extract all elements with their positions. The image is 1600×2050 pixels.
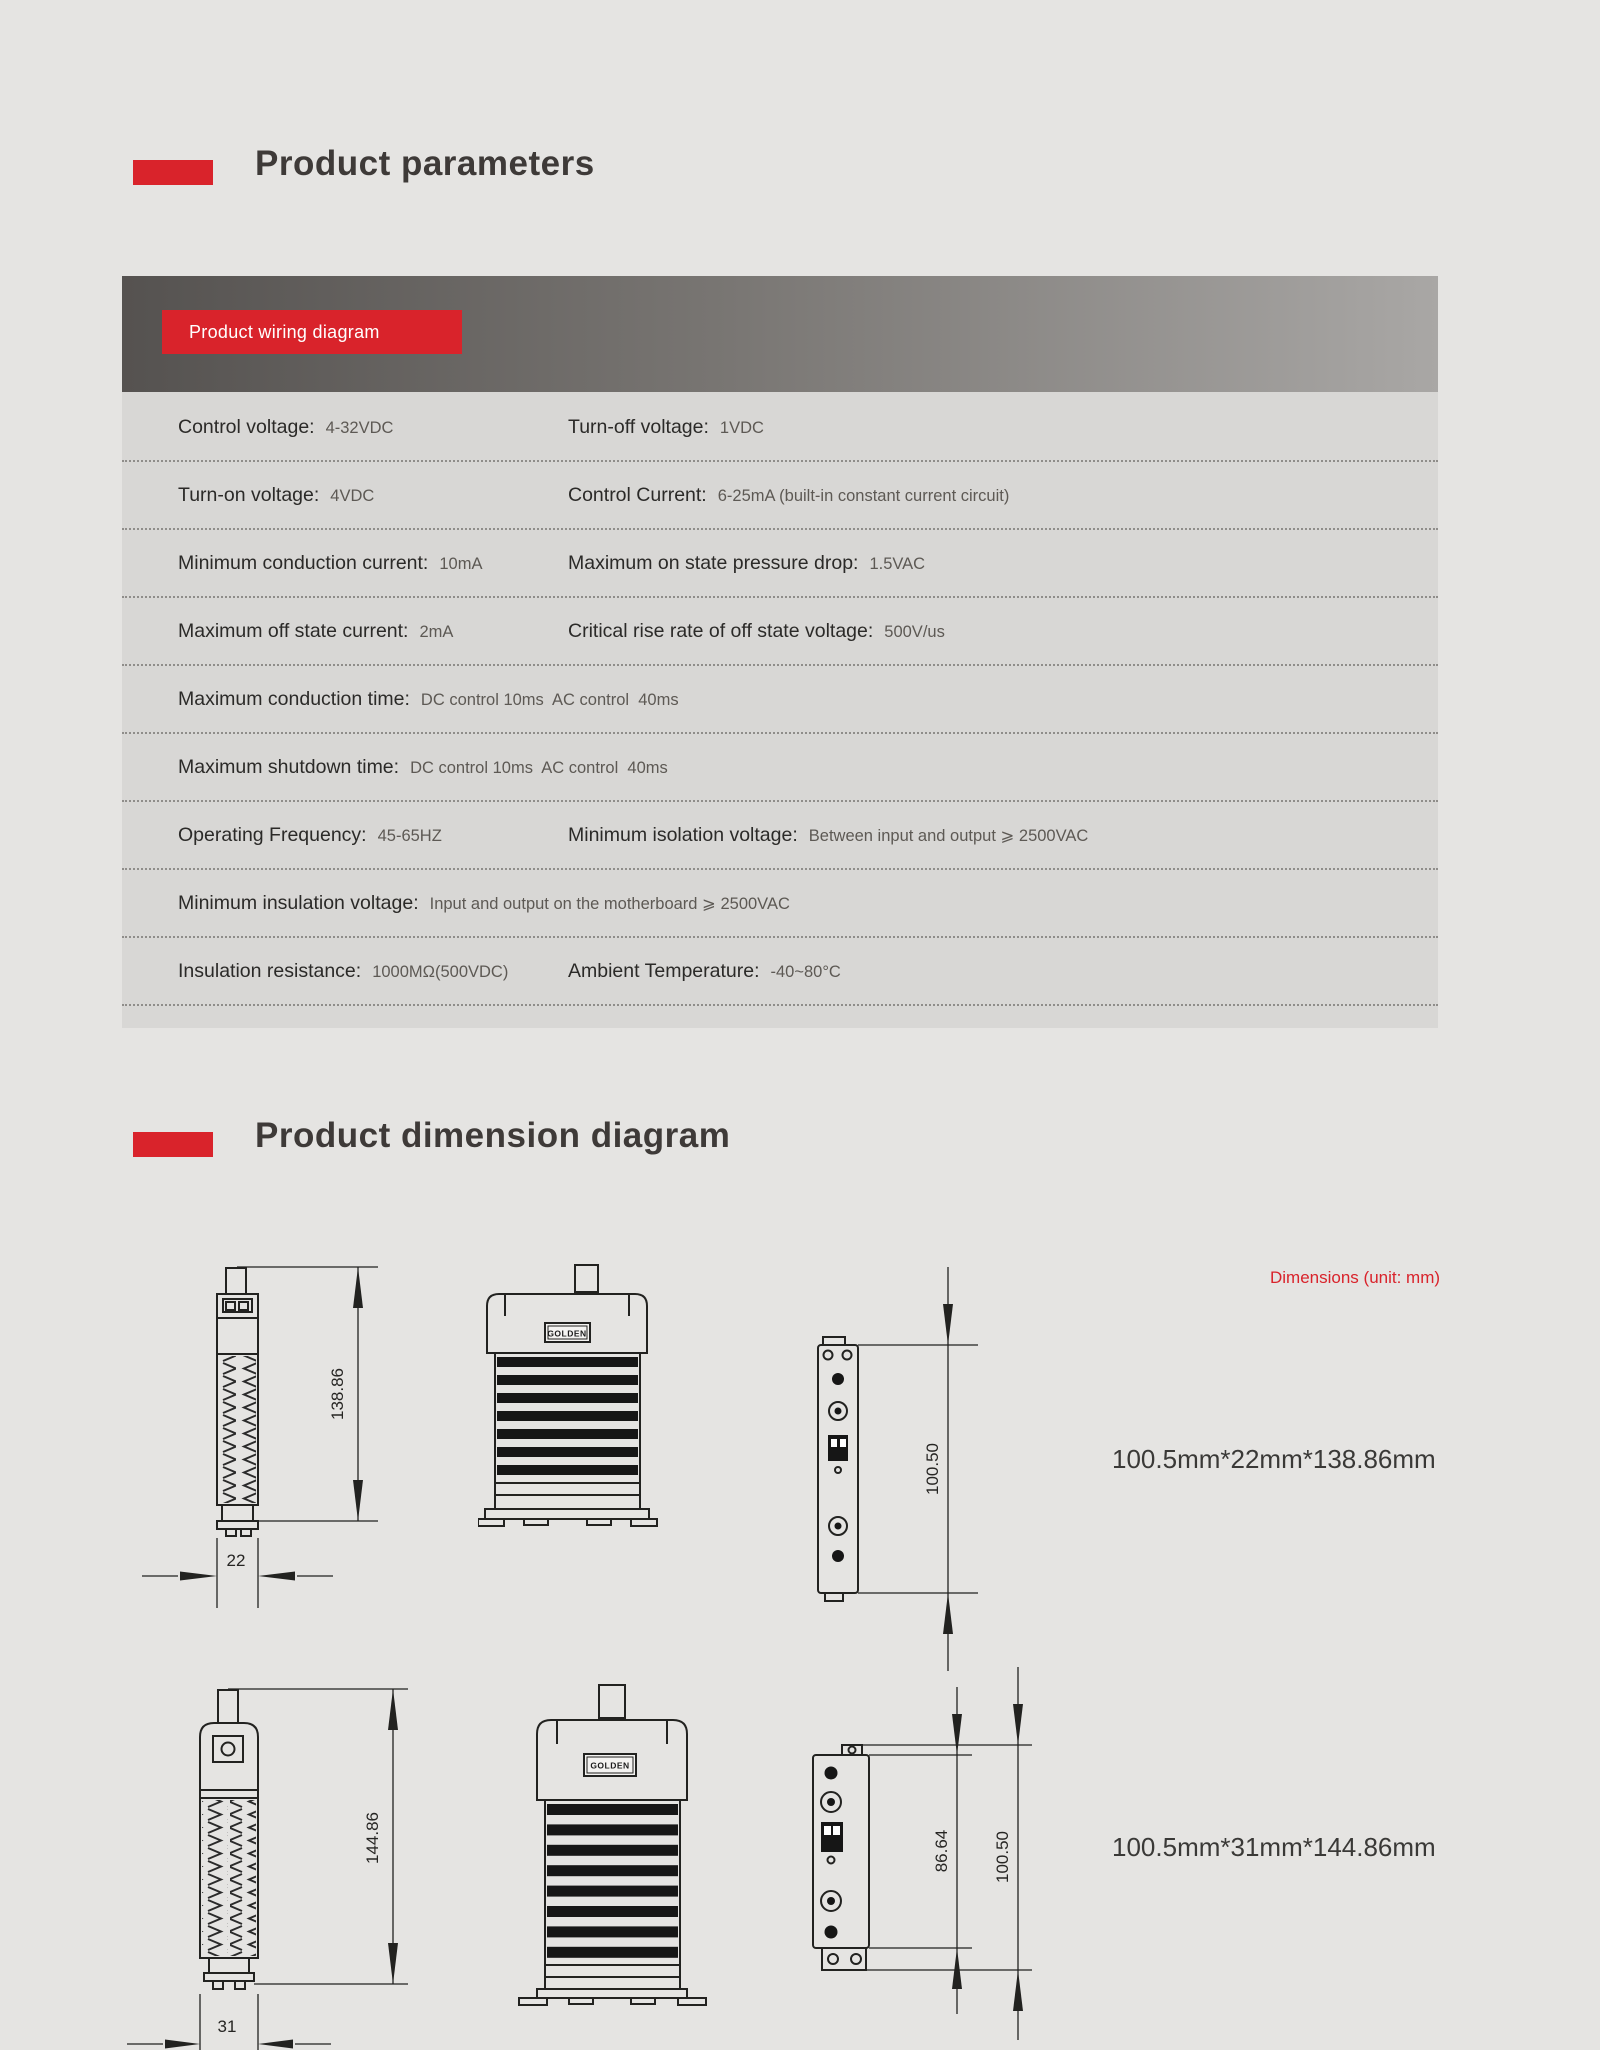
param-value: 45-65HZ (377, 826, 442, 845)
param-label: Maximum on state pressure drop: (568, 551, 859, 574)
param-value: 500V/us (884, 622, 945, 641)
height-dimension-label: 138.86 (328, 1368, 347, 1420)
model-2-size-text: 100.5mm*31mm*144.86mm (1112, 1832, 1436, 1862)
table-row (122, 734, 1438, 802)
param-value: DC control 10ms AC control 40ms (410, 758, 668, 777)
section-accent-bar (133, 1132, 213, 1157)
table-row (122, 938, 1438, 1006)
table-row (122, 666, 1438, 734)
front-view-drawing-1 (478, 1258, 663, 1533)
param-value: 10mA (439, 554, 483, 573)
table-header-band (122, 276, 1438, 392)
param-label: Minimum insulation voltage: (178, 891, 419, 914)
param-label: Turn-off voltage: (568, 415, 709, 438)
param-value: 1VDC (719, 418, 764, 437)
param-value: 2mA (419, 622, 454, 641)
param-value: DC control 10ms AC control 40ms (420, 690, 679, 709)
side-view-drawing-1 (140, 1258, 395, 1613)
table-row (122, 802, 1438, 870)
table-row (122, 598, 1438, 666)
param-label: Minimum conduction current: (178, 551, 429, 574)
param-label: Maximum shutdown time: (178, 755, 400, 778)
front-view-drawing-2 (513, 1678, 713, 2023)
brand-label: GOLDEN (590, 1760, 630, 1771)
param-label: Minimum isolation voltage: (568, 823, 798, 846)
param-label: Maximum conduction time: (178, 687, 410, 710)
table-row (122, 870, 1438, 938)
model-1-size-text: 100.5mm*22mm*138.86mm (1112, 1444, 1436, 1474)
param-label: Operating Frequency: (178, 823, 367, 846)
profile-view-drawing-1 (792, 1258, 992, 1688)
dimensions-unit-note: Dimensions (unit: mm) (1270, 1268, 1441, 1287)
param-label: Insulation resistance: (178, 959, 362, 982)
brand-label: GOLDEN (547, 1328, 587, 1339)
profile-view-drawing-2 (780, 1642, 1040, 2050)
param-value: 1.5VAC (869, 554, 926, 573)
param-label: Turn-on voltage: (178, 483, 320, 506)
param-value: 4VDC (330, 486, 375, 505)
section-title-dimensions: Product dimension diagram (255, 1116, 731, 1155)
parameters-table-body (122, 392, 1438, 1006)
table-row (122, 530, 1438, 598)
depth-dimension-label: 100.50 (993, 1831, 1012, 1883)
param-value: 4-32VDC (325, 418, 394, 437)
param-value: 1000MΩ(500VDC) (372, 962, 509, 981)
wiring-diagram-label: Product wiring diagram (162, 310, 462, 354)
param-label: Critical rise rate of off state voltage: (568, 619, 874, 642)
width-dimension-label: 31 (217, 2017, 237, 2036)
height-dimension-label: 144.86 (363, 1812, 382, 1864)
param-value: Between input and output ⩾ 2500VAC (808, 826, 1089, 845)
param-label: Ambient Temperature: (568, 959, 760, 982)
table-row (122, 394, 1438, 462)
section-accent-bar (133, 160, 213, 185)
param-value: -40~80°C (770, 962, 841, 981)
depth-dimension-label: 100.50 (923, 1443, 942, 1495)
param-label: Control voltage: (178, 415, 315, 438)
page-title: Product parameters (255, 144, 595, 183)
parameters-table (122, 276, 1438, 1028)
inner-height-dimension-label: 86.64 (932, 1829, 951, 1873)
param-value: 6-25mA (built-in constant current circuit) (717, 486, 1010, 505)
width-dimension-label: 22 (226, 1551, 246, 1570)
side-view-drawing-2 (125, 1678, 415, 2050)
param-value: Input and output on the motherboard ⩾ 2500VAC (429, 894, 790, 913)
table-row (122, 462, 1438, 530)
param-label: Maximum off state current: (178, 619, 409, 642)
param-label: Control Current: (568, 483, 707, 506)
